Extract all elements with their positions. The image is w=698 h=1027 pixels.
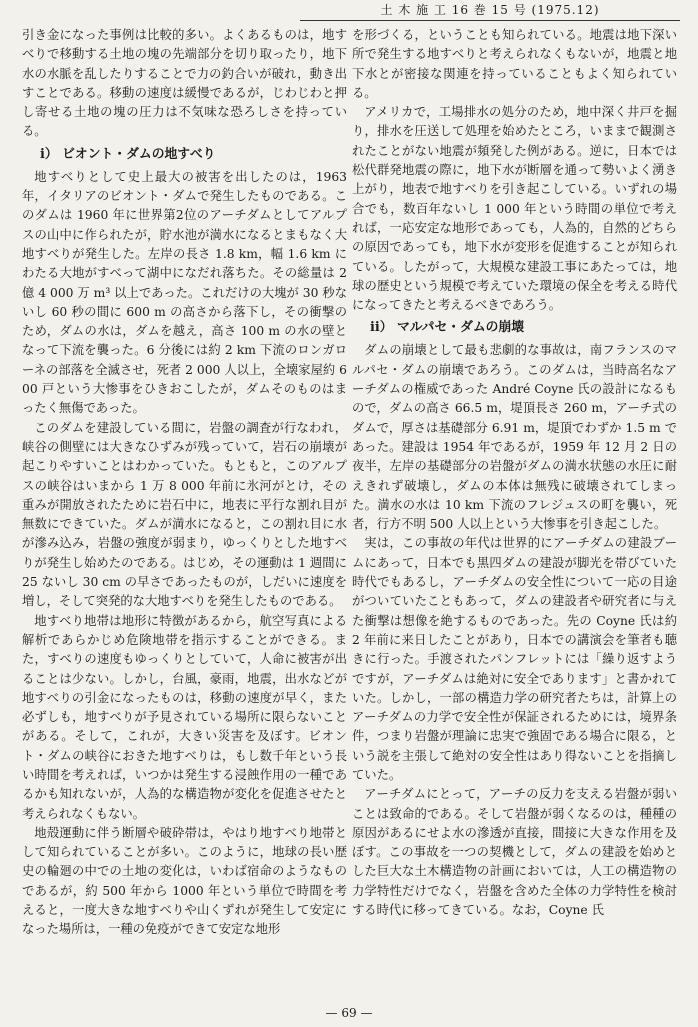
section-heading: i） ビオント・ダムの地すべり (40, 146, 216, 162)
paragraph: 地すべり地帯は地形に特徴があるから，航空写真による解析であらかじめ危険地帯を指示することができる。また，すべりの速度もゆっくりとしていて，人命に被害が出ることは少ない。しかし，台風，豪雨，地震，出水などが地すべりの引金になったものは，移動の速度が早く，また必ずしも，地すべりが予見されている場所に限らないことがある。そして，これが，大きい災害を及ぼす。ビオント・ダムの峡谷におきた地すべりは，もし数千年という長い時間を考えれば，いつかは発生する浸蝕作用の一種であるかも知れないが，人為的な構造物が変化を促進させたと考えられなくもない。 (22, 613, 347, 821)
running-header (300, 0, 680, 21)
paragraph: このダムを建設している間に，岩盤の調査が行なわれ，峡谷の側壁には大きなひずみが残っていて，岩石の崩壊が起こりやすいことはわかっていた。もともと，このアルプスの峡谷はいまから 1 万 8 000 年前に氷河がとけ，その重みが開放されたために岩石中に，地表に平行な割れ目が無数にできていた。ダムが満水になると，この割れ目に水が滲み込み，岩盤の強度が弱まり，ゆっくりとした地すべりが発生し始めたのである。はじめ，その運動は 1 週間に 25 ないし 30 cm の早さであったものが，しだいに速度を増し，そして突発的な大地すべりを発生したものである。 (22, 420, 347, 609)
paragraph: 実は，この事故の年代は世界的にアーチダムの建設ブームにあって，日本でも黒四ダムの建設が脚光を帯びていた時代でもあるし，アーチダムの安全性について一応の目途がついていたこともあって，ダムの建設者や研究者に与えた衝撃は想像を絶するものであった。先の Coyne 氏は約 2 年前に来日したことがあり，日本での講演会を筆者も聴きに行った。手渡されたパンフレットには「繰り返すようですが，アーチダムは絶対に安全であります」と書かれていた。しかし，一部の構造力学の研究者たちは，計算上のアーチダムの力学で安全性が保証されるためには，境界条件，つまり岩盤が理論に忠実で強固である場合に限る，という説を主張して絶対の安全性はあり得ないことを指摘していた。 (352, 536, 677, 782)
paragraph: アメリカで，工場排水の処分のため，地中深く井戸を掘り，排水を圧送して処理を始めたところ，いままで観測されたことがない地震が頻発した例がある。逆に，日本では松代群発地震の際に，地下水が断層を通って勢いよく湧き上がり，地表で地すべりを引き起こしている。いずれの場合でも，数百年ないし 1 000 年という時間の単位で考えれば，一応安定な地形であっても，人為的，自然的どちらの原因であっても，地下水が変形を促進することが知られている。したがって，大規模な建設工事にあたっては，地球の歴史という規模で考えていた環境の保全を考える時代になってきたと考えるべきであろう。 (352, 105, 677, 313)
paragraph: ダムの崩壊として最も悲劇的な事故は，南フランスのマルパセ・ダムの崩壊であろう。このダムは，当時高名なアーチダムの権威であった André Coyne 氏の設計になるもので，ダムの高さ 66.5 m，堤頂長さ 260 m，アーチ式のダムで，厚さは基礎部分 6.91 m，堤頂でわずか 1.5 m であった。建設は 1954 年であるが，1959 年 12 月 2 日の夜半，左岸の基礎部分の岩盤がダムの満水状態の水圧に耐えきれず破壊し，ダムの本体は無残に破壊されてしまった。満水の水は 10 km 下流のフレジュスの町を襲い，死者，行方不明 500 人以上という大惨事を引き起こした。 (352, 343, 677, 532)
page-number: — 69 — (325, 1006, 373, 1020)
section-heading: ii） マルパセ・ダムの崩壊 (370, 320, 525, 336)
right-column (352, 26, 677, 920)
paragraph: アーチダムにとって，アーチの反力を支える岩盤が弱いことは致命的である。そして岩盤が弱くなるのは，種種の原因があるにせよ水の滲透が直接，間接に大きな作用を及ぼす。この事故を一つの契機として，ダムの建設を始めとした巨大な土木構造物の計画においては，人工の構造物の力学特性だけでなく，岩盤を含めた全体の力学特性を検討する時代に移ってきている。なお，Coyne 氏 (352, 787, 677, 918)
paragraph: 地殻運動に伴う断層や破砕帯は，やはり地すべり地帯として知られていることが多い。このように，地球の長い歴史の輪廻の中での土地の変化は，いわば宿命のようなものであるが，約 500 年から 1000 年という単位で時間を考えると，一度大きな地すべりや山くずれが発生して安定になった場所は，一種の免疫ができて安定な地形 (22, 825, 347, 937)
paragraph: を形づくる，ということも知られている。地震は地下深い所で発生する地すべりと考えられなくもないが，地震と地下水とが密接な関連を持っていることもよく知られている。 (352, 28, 677, 100)
paragraph: 引き金になった事例は比較的多い。よくあるものは，地すべりで移動する土地の塊の先端部分を切り取ったり，地下水の水脈を乱したりすることで力の釣合いが破れ，動き出すことである。移動の速度は緩慢であるが，じわじわと押し寄せる土地の塊の圧力は不気味な恐ろしさを持っている。 (22, 28, 347, 139)
left-column (22, 26, 347, 940)
paragraph: 地すべりとして史上最大の被害を出したのは，1963年，イタリアのビオント・ダムで発生したものである。このダムは 1960 年に世界第2位のアーチダムとしてアルプスの山中に作られたが，貯水池が満水になるとまもなく大地すべりが発生した。左岸の長さ 1.8 km，幅 1.6 km にわたる大地がすべって湖中になだれ落ちた。その総量は 2 億 4 000 万 m³ 以上であった。これだけの大塊が 30 秒ないし 60 秒の間に 600 m の高さから落下し，その衝撃のため，ダムの水は，ダムを越え，高さ 100 m の水の壁となって下流を襲った。6 分後には約 2 km 下流のロンガローネの部落を全滅させ，死者 2 000 人以上，全壊家屋約 600 戸という大惨事をひきおこしたが，ダムそのものはまったく無傷であった。 (22, 169, 347, 416)
running-title: 土 木 施 工 16 巻 15 号 (1975.12) (380, 3, 600, 17)
